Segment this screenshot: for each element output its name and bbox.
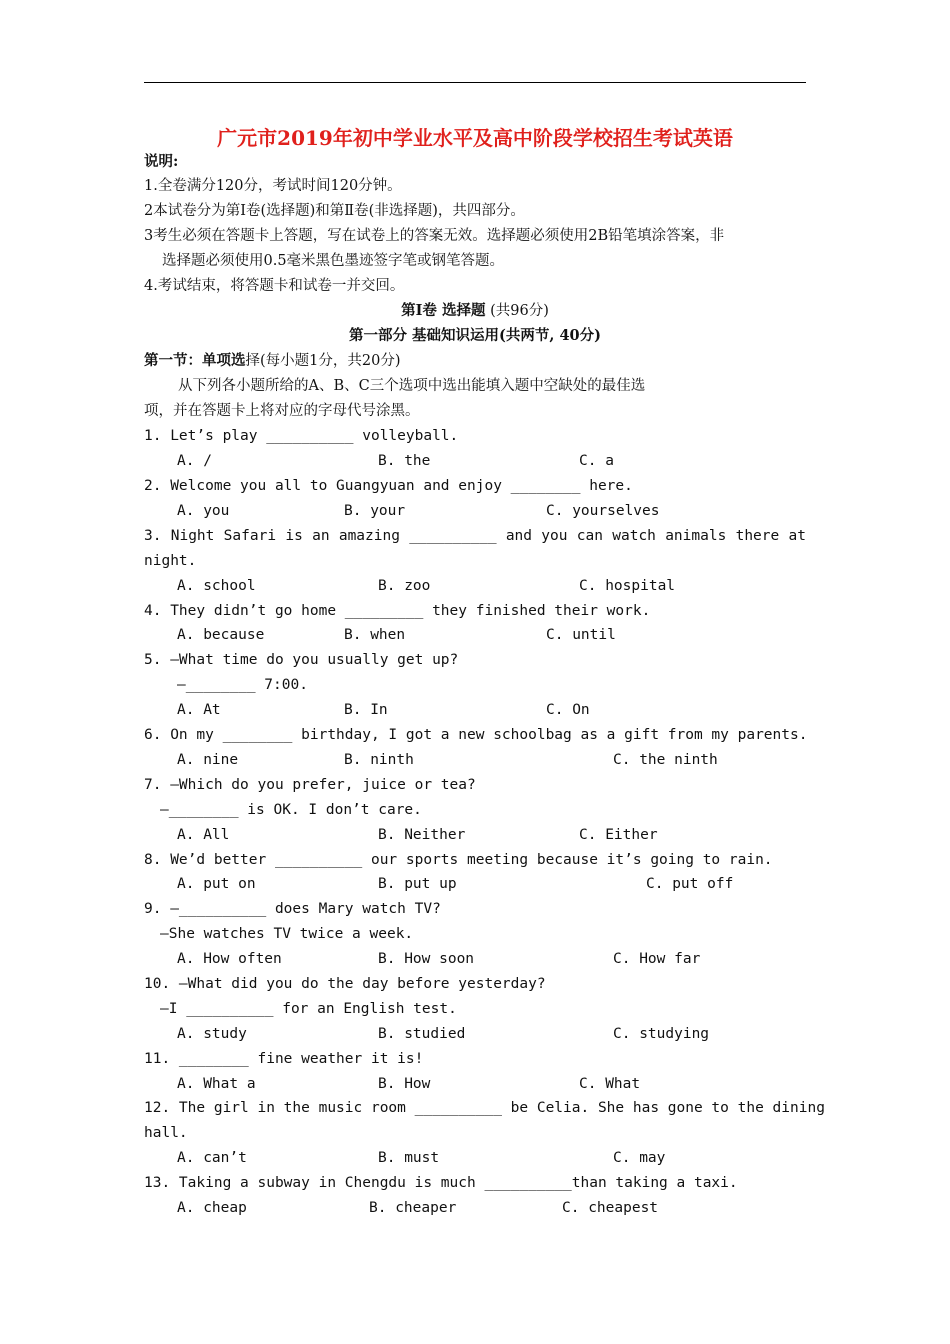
section-heading — [144, 351, 401, 371]
option-b: B. studied — [378, 1026, 466, 1042]
instruction-item: 1.全卷满分120分，考试时间120分钟。 — [144, 178, 402, 194]
instruction-item: 选择题必须使用0.5毫米黑色墨迹签字笔或钢笔答题。 — [162, 253, 505, 269]
option-a: A. How often — [177, 951, 282, 967]
option-c: C. the ninth — [613, 752, 718, 768]
question-stem: 3. Night Safari is an amazing __________ and you can watch animals there at — [144, 528, 806, 544]
option-b: B. when — [344, 627, 406, 643]
option-b: B. In — [344, 702, 388, 718]
option-a: A. put on — [177, 876, 256, 892]
question-stem: 7. —Which do you prefer, juice or tea? — [144, 777, 476, 793]
option-b: B. ninth — [344, 752, 414, 768]
question-stem: 4. They didn’t go home _________ they finished their work. — [144, 603, 651, 619]
question-stem: 10. —What did you do the day before yesterday? — [144, 976, 546, 992]
option-b: B. put up — [378, 876, 457, 892]
option-c: C. Either — [579, 827, 658, 843]
option-a: A. All — [177, 827, 230, 843]
top-rule — [144, 82, 806, 83]
option-b: B. cheaper — [369, 1200, 457, 1216]
option-c: C. a — [579, 453, 614, 469]
volume-heading-bold: 第Ⅰ卷 选择题 — [401, 302, 486, 319]
option-a: A. can’t — [177, 1150, 247, 1166]
instruction-item: 2本试卷分为第Ⅰ卷(选择题)和第Ⅱ卷(非选择题)，共四部分。 — [144, 203, 525, 219]
question-stem: 12. The girl in the music room __________ be Celia. She has gone to the dining — [144, 1100, 825, 1116]
section-heading-rest: 择(每小题1分，共20分) — [245, 353, 401, 369]
option-c: C. may — [613, 1150, 666, 1166]
option-b: B. Neither — [378, 827, 466, 843]
option-b: B. How — [378, 1076, 431, 1092]
option-a: A. you — [177, 503, 230, 519]
question-stem: 6. On my ________ birthday, I got a new schoolbag as a gift from my parents. — [144, 727, 808, 743]
option-a: A. cheap — [177, 1200, 247, 1216]
option-c: C. How far — [613, 951, 701, 967]
question-stem-reply: —She watches TV twice a week. — [160, 926, 414, 942]
section-directions: 从下列各小题所给的A、B、C三个选项中选出能填入题中空缺处的最佳选 — [178, 378, 646, 394]
question-stem: 5. —What time do you usually get up? — [144, 652, 459, 668]
option-c: C. On — [546, 702, 590, 718]
option-a: A. What a — [177, 1076, 256, 1092]
question-stem: 1. Let’s play __________ volleyball. — [144, 428, 459, 444]
option-a: A. because — [177, 627, 265, 643]
option-b: B. zoo — [378, 578, 431, 594]
option-b: B. the — [378, 453, 431, 469]
option-a: A. At — [177, 702, 221, 718]
option-c: C. hospital — [579, 578, 676, 594]
option-c: C. cheapest — [562, 1200, 659, 1216]
question-stem-continued: hall. — [144, 1125, 188, 1141]
exam-title: 广元市2019年初中学业水平及高中阶段学校招生考试英语 — [217, 126, 733, 150]
question-stem: 13. Taking a subway in Chengdu is much __________than taking a taxi. — [144, 1175, 738, 1191]
option-a: A. study — [177, 1026, 247, 1042]
option-b: B. your — [344, 503, 406, 519]
section-heading-bold: 第一节：单项选 — [144, 352, 246, 369]
question-stem: 11. ________ fine weather it is! — [144, 1051, 424, 1067]
part-heading: 第一部分 基础知识运用(共两节, 40分) — [348, 327, 602, 344]
instructions-heading: 说明: — [144, 153, 179, 170]
section-directions: 项，并在答题卡上将对应的字母代号涂黑。 — [144, 403, 420, 419]
option-a: A. school — [177, 578, 256, 594]
volume-heading — [0, 301, 950, 321]
question-stem-reply: —________ is OK. I don’t care. — [160, 802, 422, 818]
volume-heading-rest: (共96分) — [485, 303, 549, 319]
question-stem-reply: —I __________ for an English test. — [160, 1001, 457, 1017]
question-stem: 8. We’d better __________ our sports meeting because it’s going to rain. — [144, 852, 773, 868]
question-stem-reply: —________ 7:00. — [177, 677, 308, 693]
option-c: C. studying — [613, 1026, 710, 1042]
instruction-item: 3考生必须在答题卡上答题，写在试卷上的答案无效。选择题必须使用2B铅笔填涂答案，非 — [144, 228, 725, 244]
option-c: C. put off — [646, 876, 734, 892]
option-a: A. / — [177, 453, 212, 469]
option-c: C. What — [579, 1076, 641, 1092]
instruction-item: 4.考试结束，将答题卡和试卷一并交回。 — [144, 278, 405, 294]
option-c: C. until — [546, 627, 616, 643]
option-c: C. yourselves — [546, 503, 660, 519]
question-stem: 9. —__________ does Mary watch TV? — [144, 901, 441, 917]
option-b: B. How soon — [378, 951, 475, 967]
option-a: A. nine — [177, 752, 239, 768]
question-stem-continued: night. — [144, 553, 197, 569]
question-stem: 2. Welcome you all to Guangyuan and enjoy ________ here. — [144, 478, 633, 494]
option-b: B. must — [378, 1150, 440, 1166]
